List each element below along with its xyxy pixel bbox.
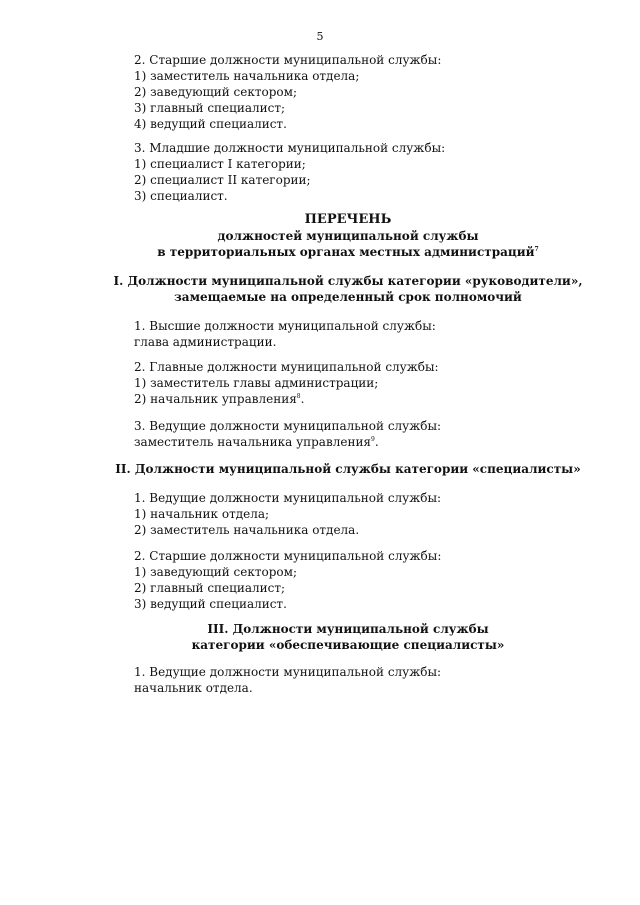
section-3-leading xyxy=(134,664,594,696)
section-2-leading xyxy=(134,490,594,538)
list-item: 2) главный специалист; xyxy=(134,581,286,595)
page-number: 5 xyxy=(316,30,324,43)
list-item: 1) специалист I категории; xyxy=(134,157,306,171)
list-item: 2. Главные должности муниципальной службы: xyxy=(134,360,439,374)
document-heading xyxy=(100,212,596,260)
list-item: 2) заведующий сектором; xyxy=(134,85,298,99)
list-item: 1) заведующий сектором; xyxy=(134,565,298,579)
list-item: 1. Высшие должности муниципальной службы: xyxy=(134,319,436,333)
heading-title: ПЕРЕЧЕНЬ xyxy=(304,212,392,227)
heading-line: должностей муниципальной службы xyxy=(217,229,479,243)
section-2-senior xyxy=(134,548,594,612)
section-3-title: III. Должности муниципальной службы категории «обеспечивающие специалисты» xyxy=(191,622,505,652)
section-1-highest xyxy=(134,318,594,350)
section-2-title: II. Должности муниципальной службы категории «специалисты» xyxy=(115,462,581,476)
list-item: заместитель начальника управления$^9$. xyxy=(134,435,379,449)
list-item: 2) специалист II категории; xyxy=(134,173,311,187)
list-item: 3. Младшие должности муниципальной службы: xyxy=(134,141,446,155)
heading-line: в территориальных органах местных администраций$^7$ xyxy=(157,245,539,259)
list-item: 2. Старшие должности муниципальной службы: xyxy=(134,549,442,563)
list-item: 2) начальник управления$^8$. xyxy=(134,392,305,406)
list-item: 4) ведущий специалист. xyxy=(134,117,287,131)
list-item: 1) начальник отдела; xyxy=(134,507,270,521)
list-item: 1) заместитель начальника отдела; xyxy=(134,69,360,83)
footnote-mark: 8 xyxy=(296,393,301,400)
list-item: 3) специалист. xyxy=(134,189,228,203)
section-1-main xyxy=(134,359,594,407)
list-item: начальник отдела. xyxy=(134,681,253,695)
senior-positions-list xyxy=(134,52,594,132)
list-item: 1. Ведущие должности муниципальной службы: xyxy=(134,665,442,679)
list-item: глава администрации. xyxy=(134,335,277,349)
list-item: 1. Ведущие должности муниципальной службы: xyxy=(134,491,442,505)
list-item: 3. Ведущие должности муниципальной службы: xyxy=(134,419,442,433)
list-item: 3) главный специалист; xyxy=(134,101,286,115)
list-item: 2) заместитель начальника отдела. xyxy=(134,523,360,537)
list-item: 1) заместитель главы администрации; xyxy=(134,376,379,390)
section-1-leading xyxy=(134,418,594,450)
junior-positions-list xyxy=(134,140,594,204)
list-item: 2. Старшие должности муниципальной службы: xyxy=(134,53,442,67)
footnote-mark: 9 xyxy=(371,436,375,443)
section-1-title: I. Должности муниципальной службы категории «руководители», замещаемые на определенный срок полномочий xyxy=(113,274,583,304)
footnote-mark: 7 xyxy=(534,246,539,253)
list-item: 3) ведущий специалист. xyxy=(134,597,287,611)
